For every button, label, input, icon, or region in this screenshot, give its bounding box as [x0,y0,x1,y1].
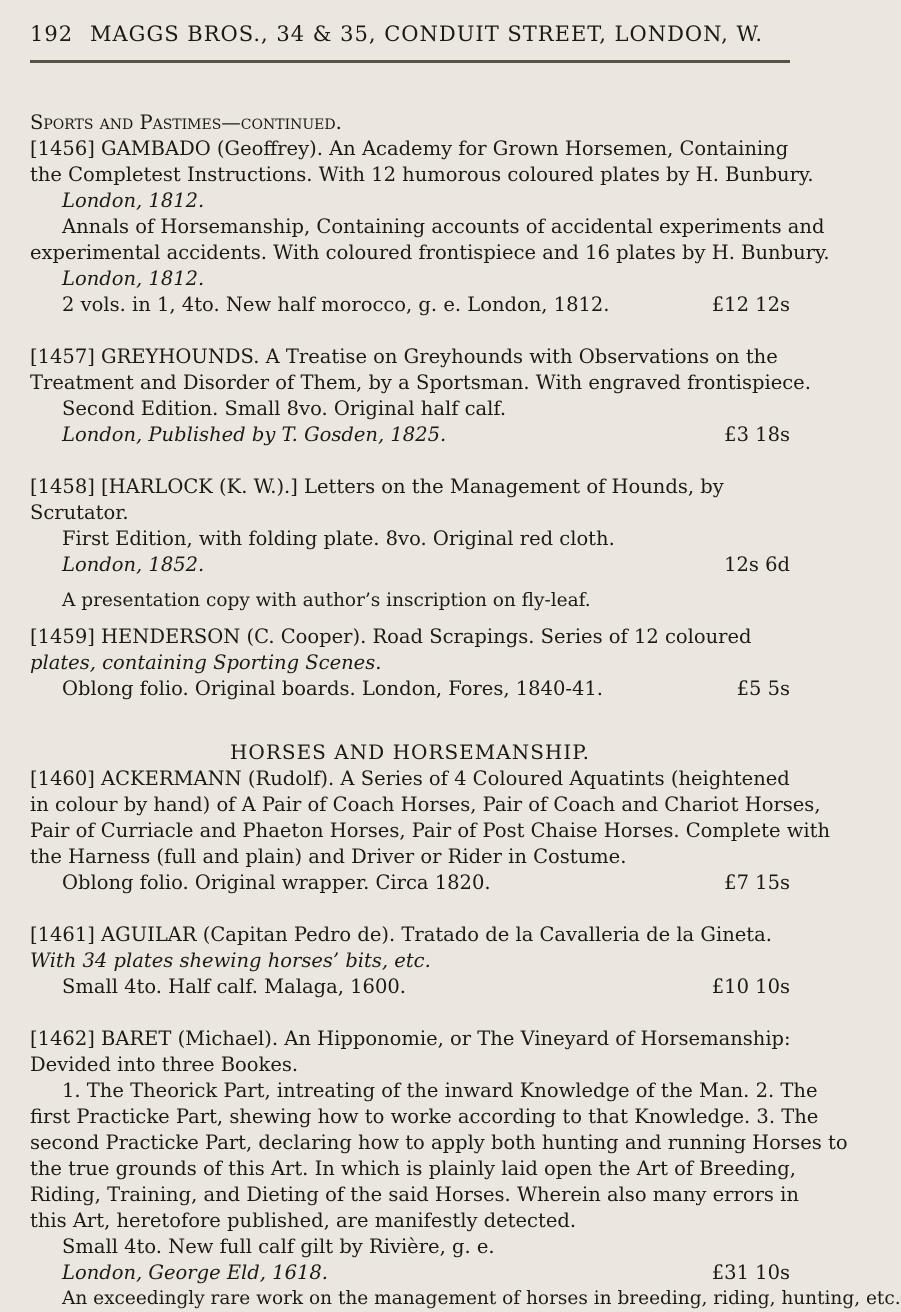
entry-line: Oblong folio. Original wrapper. Circa 1820. [62,871,491,894]
entry-line: plates, containing Sporting Scenes. [30,651,382,674]
entry-line: London, 1812. [62,267,205,290]
entry-line: [1460] ACKERMANN (Rudolf). A Series of 4 Coloured Aquatints (heightened [30,767,790,790]
catalogue-entry-1459 [30,624,790,702]
entry-line: 2 vols. in 1, 4to. New half morocco, g. e. London, 1812. [62,293,610,316]
entry-line: Small 4to. Half calf. Malaga, 1600. [62,975,406,998]
entry-line-with-price [30,676,790,702]
entry-line: First Edition, with folding plate. 8vo. Original red cloth. [62,527,615,550]
entry-line: first Practicke Part, shewing how to worke according to that Knowledge. 3. The [30,1105,819,1128]
entry-line: Pair of Curriacle and Phaeton Horses, Pair of Post Chaise Horses. Complete with [30,819,831,842]
entry-line-with-price [30,870,790,896]
entry-line: Devided into three Bookes. [30,1053,299,1076]
entry-line: Annals of Horsemanship, Containing accounts of accidental experiments and [62,215,825,238]
entry-price: 12s 6d [724,553,790,576]
catalogue-entry-1456 [30,136,830,318]
entry-line: second Practicke Part, declaring how to apply both hunting and running Horses to [30,1131,848,1154]
entry-line: 1. The Theorick Part, intreating of the inward Knowledge of the Man. 2. The [62,1079,818,1102]
catalogue-content [30,110,901,1312]
header-rule [30,60,790,63]
entry-line: London, 1812. [62,189,205,212]
entry-line: Second Edition. Small 8vo. Original half calf. [62,397,507,420]
catalogue-entry-1461 [30,922,790,1000]
entry-price: £3 18s [724,423,790,446]
catalogue-entry-1458 [30,474,790,614]
entry-line: [1462] BARET (Michael). An Hipponomie, or The Vineyard of Horsemanship: [30,1027,791,1050]
entry-line: [1456] GAMBADO (Geoffrey). An Academy for Grown Horsemen, Containing [30,137,789,160]
section-heading-horses: HORSES AND HORSEMANSHIP. [229,740,590,764]
entry-line-with-price [30,292,790,318]
entry-line: London, Published by T. Gosden, 1825. [62,423,447,446]
entry-line: [1458] [HARLOCK (K. W.).] Letters on the Management of Hounds, by [30,475,724,498]
publisher-address: MAGGS BROS., 34 & 35, CONDUIT STREET, LONDON, W. [90,22,764,46]
entry-line: the Completest Instructions. With 12 humorous coloured plates by H. Bunbury. [30,163,814,186]
entry-line: Scrutator. [30,501,129,524]
entry-line: the true grounds of this Art. In which is plainly laid open the Art of Breeding, [30,1157,796,1180]
entry-price: £12 12s [711,293,790,316]
entry-line-with-price [30,552,790,578]
catalogue-entry-1462 [30,1026,901,1312]
entry-line: [1457] GREYHOUNDS. A Treatise on Greyhounds with Observations on the [30,345,778,368]
catalogue-entry-1460 [30,766,831,896]
catalogue-entry-1457 [30,344,811,448]
entry-line: Small 4to. New full calf gilt by Rivière, g. e. [62,1235,495,1258]
entry-line: Oblong folio. Original boards. London, Fores, 1840-41. [62,677,603,700]
entry-line: London, George Eld, 1618. [62,1261,329,1284]
entry-line: [1459] HENDERSON (C. Cooper). Road Scrapings. Series of 12 coloured [30,625,752,648]
entry-price: £5 5s [736,677,790,700]
entry-price: £10 10s [711,975,790,998]
page-number: 192 [30,22,74,46]
entry-line-with-price [30,1260,790,1286]
entry-line-with-price [30,422,790,448]
running-header [30,22,790,58]
entry-price: £7 15s [724,871,790,894]
entry-line-with-price [30,974,790,1000]
entry-price: £31 10s [711,1261,790,1284]
entry-line: With 34 plates shewing horses’ bits, etc. [30,949,431,972]
entry-line: Riding, Training, and Dieting of the said Horses. Wherein also many errors in [30,1183,799,1206]
entry-note: A presentation copy with author’s inscription on fly-leaf. [62,590,591,611]
entry-line: [1461] AGUILAR (Capitan Pedro de). Tratado de la Cavalleria de la Gineta. [30,923,772,946]
entry-line: London, 1852. [62,553,205,576]
entry-note: An exceedingly rare work on the management of horses in breeding, riding, hunting, etc. [62,1288,901,1309]
section-heading-continued: Sports and Pastimes—continued. [30,111,342,134]
entry-line: in colour by hand) of A Pair of Coach Horses, Pair of Coach and Chariot Horses, [30,793,821,816]
entry-line: Treatment and Disorder of Them, by a Sportsman. With engraved frontispiece. [30,371,811,394]
entry-line: the Harness (full and plain) and Driver or Rider in Costume. [30,845,627,868]
entry-line: this Art, heretofore published, are manifestly detected. [30,1209,577,1232]
entry-line: experimental accidents. With coloured frontispiece and 16 plates by H. Bunbury. [30,241,830,264]
